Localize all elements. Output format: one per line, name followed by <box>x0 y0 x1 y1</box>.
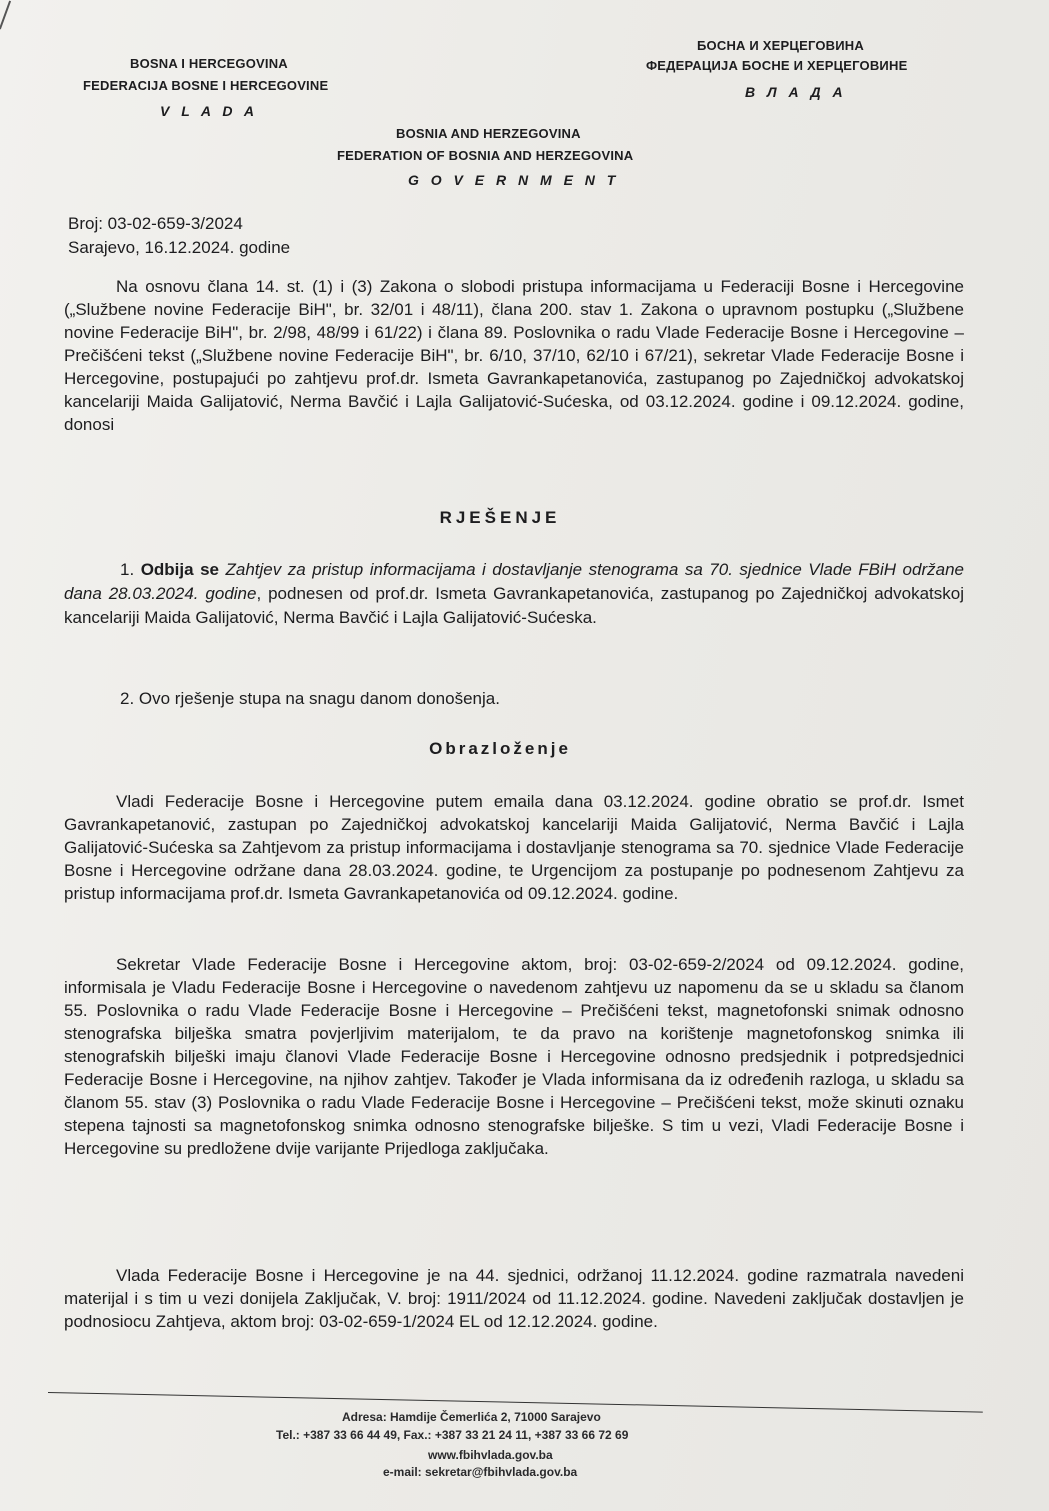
item-1-number: 1. <box>120 560 135 579</box>
header-left-country: BOSNA I HERCEGOVINA <box>130 56 288 71</box>
intro-paragraph: Na osnovu člana 14. st. (1) i (3) Zakona o slobodi pristupa informacijama u Federaciji Bosne i Hercegovine („Službene novine Federacije BiH", br. 32/01 i 48/11), člana 200. stav 1. Zakona o upravnom postupku („Službene novine Federacije BiH", br. 2/98, 48/99 i 61/22) i člana 89. Poslovnika o radu Vlade Federacije Bosne i Hercegovine – Prečišćeni tekst („Službene novine Federacije BiH", br. 6/10, 37/10, 62/10 i 67/21), sekretar Vlade Federacije Bosne i Hercegovine, postupajući po zahtjevu prof.dr. Ismeta Gavrankapetanovića, zastupanog po Zajedničkoj advokatskoj kancelariji Maida Galijatović, Nerma Bavčić i Lajla Galijatović-Sućeska, od 03.12.2024. godine i 09.12.2024. godine, donosi <box>64 277 964 434</box>
document-number: Broj: 03-02-659-3/2024 <box>68 214 243 233</box>
footer-phones: Tel.: +387 33 66 44 49, Fax.: +387 33 21 24 11, +387 33 66 72 69 <box>276 1428 629 1442</box>
place-and-date: Sarajevo, 16.12.2024. godine <box>68 238 291 257</box>
footer-website: www.fbihvlada.gov.ba <box>428 1448 553 1462</box>
reasoning-paragraph-1: Vladi Federacije Bosne i Hercegovine putem emaila dana 03.12.2024. godine obratio se prof.dr. Ismet Gavrankapetanović, zastupan po Zajedničkoj advokatskoj kancelariji Maida Galijatović, Nerma Bavčić i Lajla Galijatović-Sućeska sa Zahtjevom za pristup informacijama i dostavljanje stenograma sa 70. sjednice Vlade Federacije Bosne i Hercegovine održane dana 28.03.2024. godine, te Urgencijom za postupanje po podnesenom Zahtjevu za pristup informacijama prof.dr. Ismeta Gavrankapetanovića od 09.12.2024. godine. <box>64 792 964 903</box>
reasoning-paragraph-3: Vlada Federacije Bosne i Hercegovine je na 44. sjednici, održanoj 11.12.2024. godine razmatrala navedeni materijal i s tim u vezi donijela Zaključak, V. broj: 1911/2024 od 11.12.2024. godine. Navedeni zaključak dostavljen je podnosiocu Zahtjeva, aktom broj: 03-02-659-1/2024 EL od 12.12.2024. godine. <box>64 1266 964 1331</box>
item-2-text: 2. Ovo rješenje stupa na snagu danom donošenja. <box>120 689 500 708</box>
reasoning-title: Obrazloženje <box>429 739 571 758</box>
reasoning-paragraph-2: Sekretar Vlade Federacije Bosne i Hercegovine aktom, broj: 03-02-659-2/2024 od 09.12.2024. godine, informisala je Vladu Federacije Bosne i Hercegovine o navedenom zahtjevu uz napomenu da se u skladu sa članom 55. Poslovnika o radu Vlade Federacije Bosne i Hercegovine – Prečišćeni tekst, magnetofonski snimak odnosno stenografska bilješka smatra povjerljivim materijalom, te da pravo na korištenje magnetofonskog snimka ili stenografskih bilješki imaju članovi Vlade Federacije Bosne i Hercegovine odnosno predsjednik i potpredsjednici Federacije Bosne i Hercegovine, na njihov zahtjev. Također je Vlada informisana da iz određenih razloga, u skladu sa članom 55. stav (3) Poslovnika o radu Vlade Federacije Bosne i Hercegovine – Prečišćeni tekst, može skinuti oznaku stepena tajnosti sa magnetofonskog snimka odnosno stenografske bilješke. S tim u vezi, Vladi Federacije Bosne i Hercegovine su predložene dvije varijante Prijedloga zaključaka. <box>64 955 964 1158</box>
item-1-rest: , podnesen od prof.dr. Ismeta Gavrankapetanovića, zastupanog po Zajedničkoj advokatskoj kancelariji Maida Galijatović, Nerma Bavčić i Lajla Galijatović-Sućeska. <box>64 584 964 627</box>
header-right-country: БОСНА И ХЕРЦЕГОВИНА <box>697 38 864 53</box>
header-center-country: BOSNIA AND HERZEGOVINA <box>396 126 581 141</box>
footer-address: Adresa: Hamdije Čemerlića 2, 71000 Sarajevo <box>342 1410 601 1424</box>
footer-email: e-mail: sekretar@fbihvlada.gov.ba <box>383 1465 578 1479</box>
header-center-government: G O V E R N M E N T <box>408 172 620 188</box>
decision-title: RJEŠENJE <box>439 508 561 527</box>
decision-item-1 <box>64 558 964 630</box>
item-1-italic: Zahtjev za pristup informacijama i dostavljanje stenograma sa 70. sjednice Vlade FBiH održane dana 28.03.2024. godine <box>64 560 964 603</box>
decision-item-2 <box>64 687 964 711</box>
header-right-federation: ФЕДЕРАЦИЈА БОСНЕ И ХЕРЦЕГОВИНЕ <box>646 58 908 73</box>
header-center-federation: FEDERATION OF BOSNIA AND HERZEGOVINA <box>337 148 634 163</box>
pen-mark <box>0 1 11 30</box>
item-1-bold: Odbija se <box>140 560 219 579</box>
header-right-government: В Л А Д А <box>745 84 847 100</box>
header-left-government: V L A D A <box>160 103 258 119</box>
header-left-federation: FEDERACIJA BOSNE I HERCEGOVINE <box>83 78 329 93</box>
